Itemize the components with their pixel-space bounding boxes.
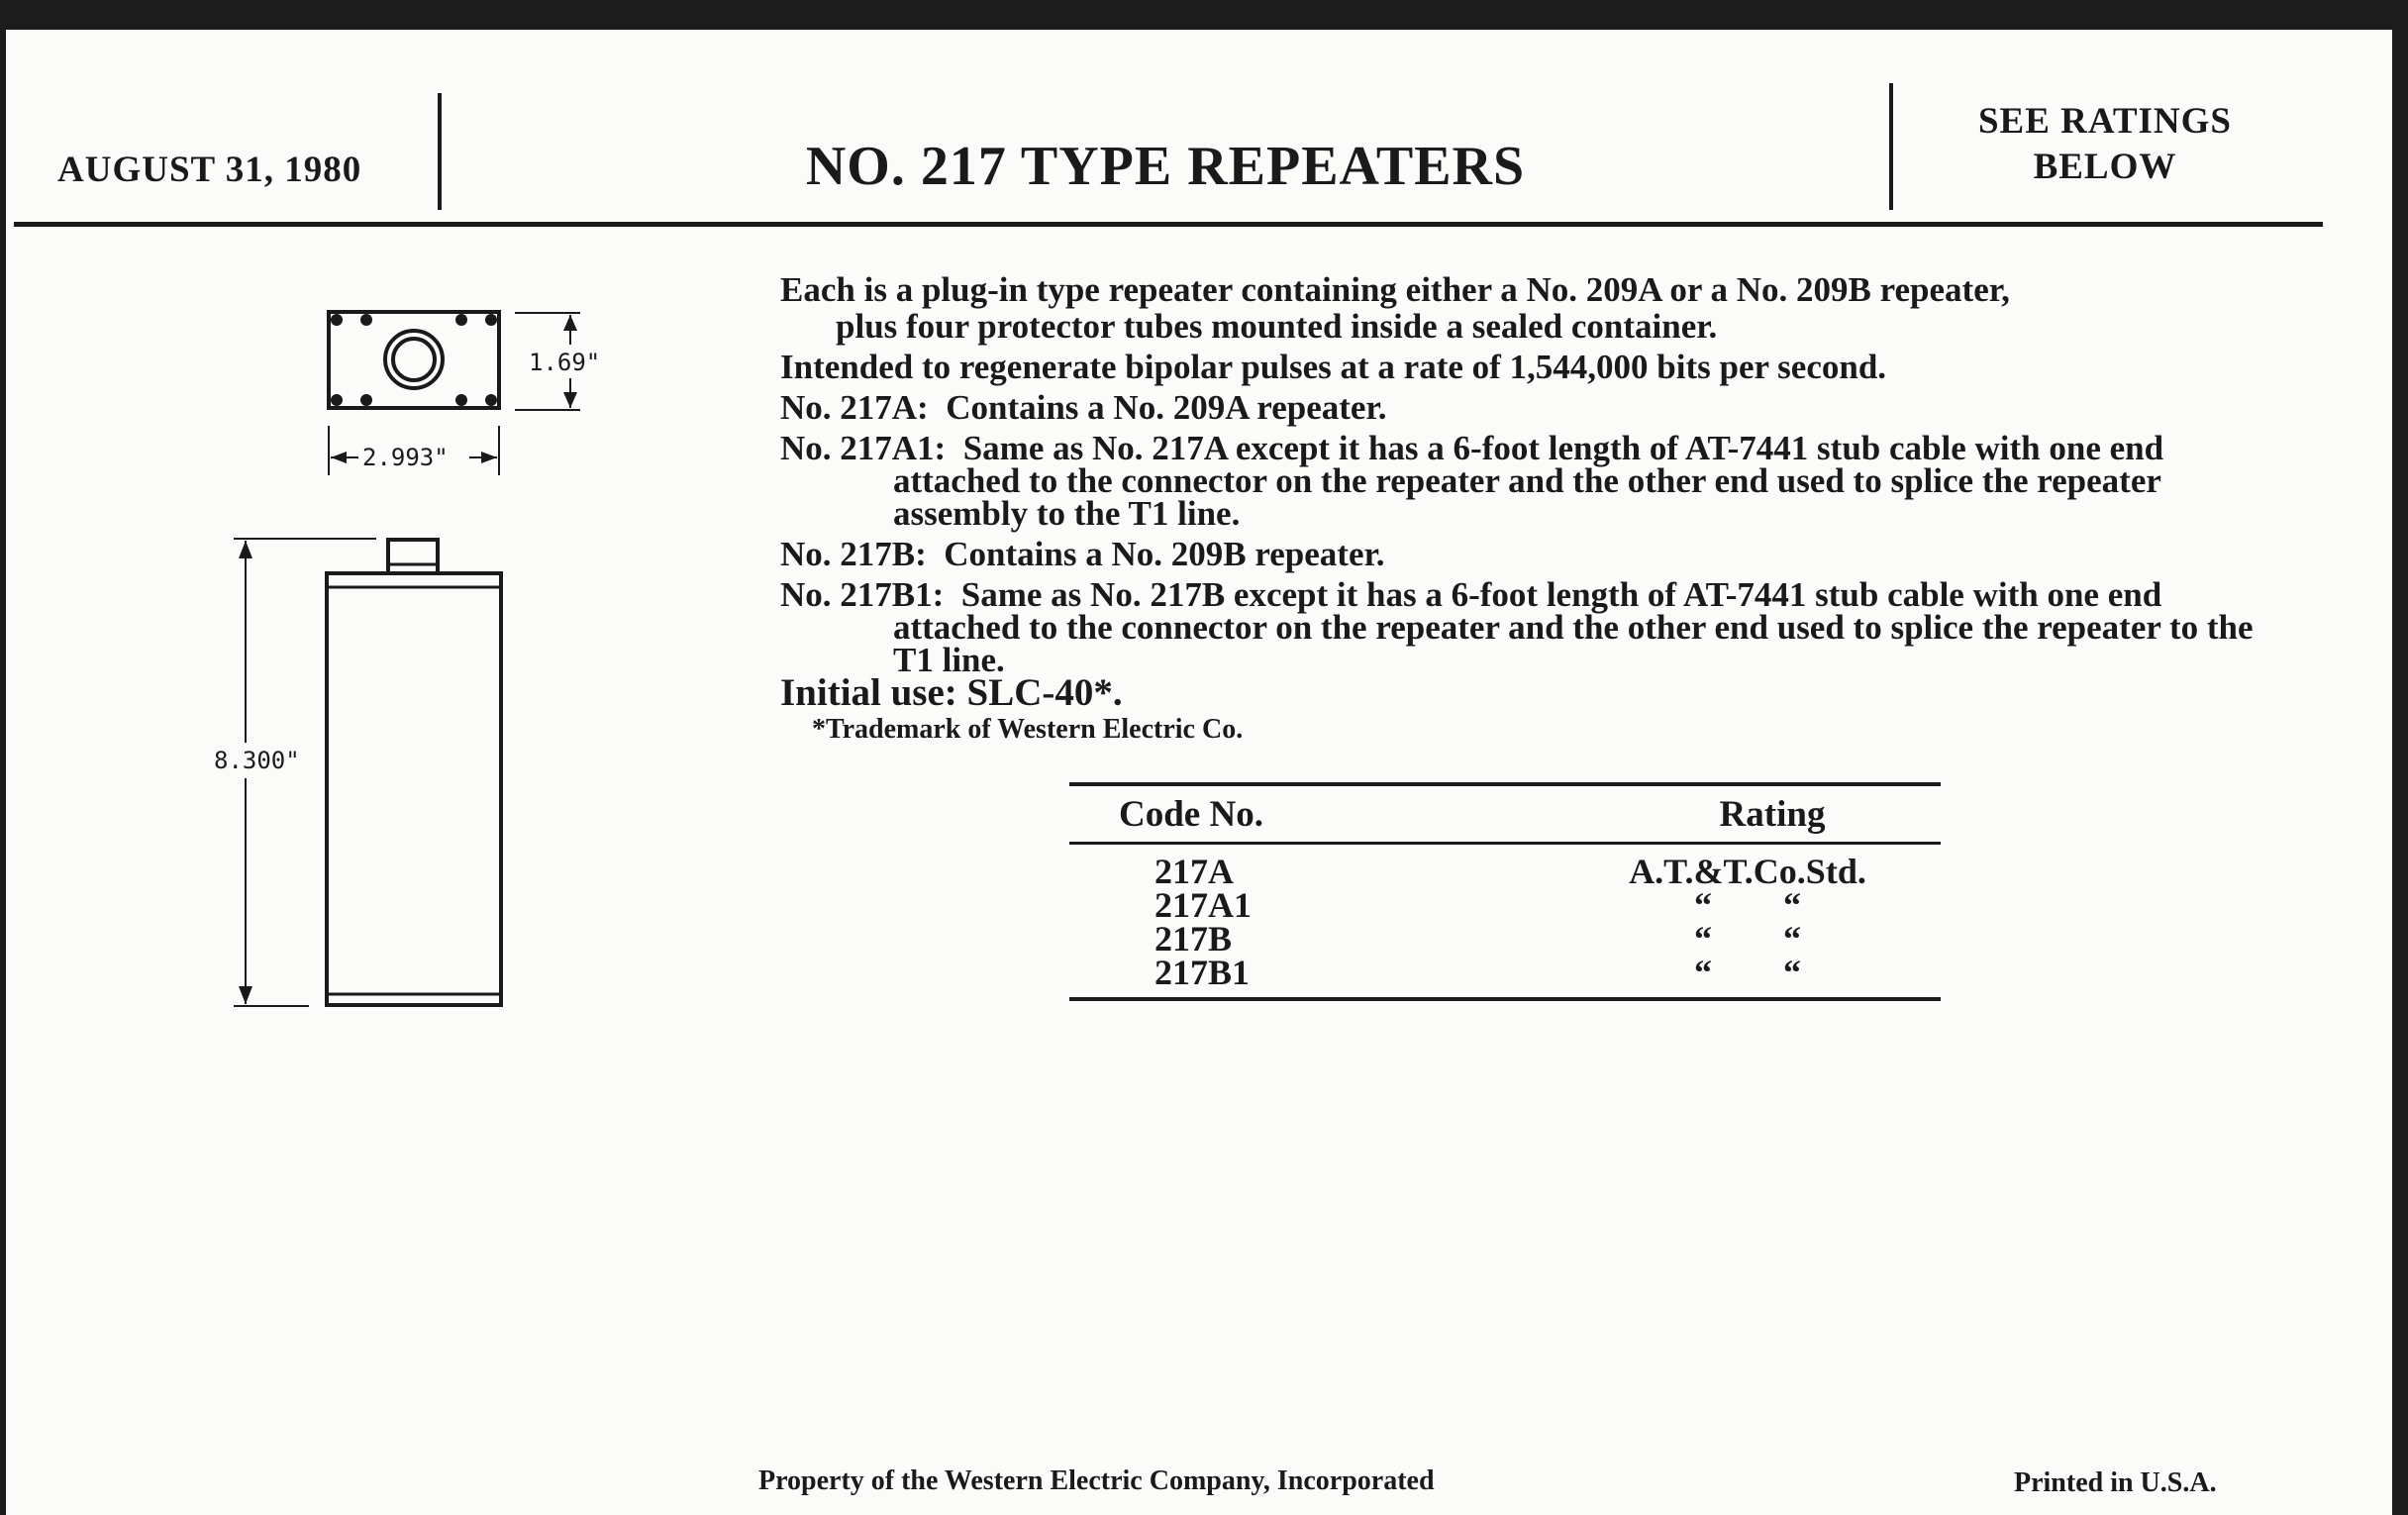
item-text: Same as No. 217B except it has a 6-foot length of AT-7441 stub cable with one end attached to the connector on the repeater and the other end used to splice the repeater to the T1 line. [893,575,2254,679]
initial-use: Initial use: SLC-40*. [780,671,1123,714]
item-code: No. 217A1: [780,429,947,467]
item-217b1 [780,575,2275,679]
item-217a1 [780,429,2275,533]
row-rating: “ “ [1694,953,1801,992]
item-code: No. 217B: [780,535,927,573]
item-text: Contains a No. 209B repeater. [944,535,1385,573]
table-row [1069,953,1941,992]
side-view [327,540,501,1005]
table-bottom-rule [1069,997,1941,1001]
header-divider-right [1889,83,1893,210]
table-body [1069,845,1941,997]
top-view [329,312,499,408]
printed-notice: Printed in U.S.A. [2014,1467,2217,1498]
table-row [1069,919,1941,959]
depth-label: 1.69" [529,349,601,376]
column-header-rating: Rating [1719,793,1826,835]
height-label: 8.300" [214,747,300,774]
item-217b [780,535,2275,573]
item-text: Same as No. 217A except it has a 6-foot length of AT-7441 stub cable with one end attached to the connector on the repeater and the other end used to splice the repeater assembly to the T1 line. [893,429,2164,533]
column-header-code: Code No. [1119,793,1263,835]
intro-line-1: Each is a plug-in type repeater containing either a No. 209A or a No. 209B repeater, [780,270,2010,309]
row-code: 217A [1154,852,1234,891]
ratings-note [1907,99,2303,190]
item-code: No. 217A: [780,388,929,427]
intended-use: Intended to regenerate bipolar pulses at a rate of 1,544,000 bits per second. [780,348,1887,386]
table-header [1069,786,1941,842]
item-text: Contains a No. 209A repeater. [946,388,1387,427]
trademark-note: *Trademark of Western Electric Co. [812,714,1244,745]
row-code: 217B [1154,919,1233,959]
table-row [1069,885,1941,925]
intro-line-2: plus four protector tubes mounted inside a sealed container. [836,307,1718,346]
width-label: 2.993" [362,444,449,471]
row-rating: A.T.&T.Co.Std. [1629,852,1866,891]
item-217a [780,388,2275,427]
table-row [1069,852,1941,891]
repeater-drawing [194,277,650,1030]
ratings-table [1069,782,1941,1001]
page-title: NO. 217 TYPE REPEATERS [805,136,1526,197]
document-date: AUGUST 31, 1980 [57,150,362,190]
property-notice: Property of the Western Electric Company, Incorporated [758,1465,1435,1496]
description [780,270,2275,746]
row-code: 217A1 [1154,885,1252,925]
item-code: No. 217B1: [780,575,945,614]
header-rule [14,222,2323,227]
row-rating: “ “ [1694,919,1801,959]
row-rating: “ “ [1694,885,1801,925]
ratings-note-line2: BELOW [2033,147,2177,187]
ratings-note-line1: SEE RATINGS [1977,101,2233,142]
row-code: 217B1 [1154,953,1251,992]
document-card [6,30,2392,1515]
